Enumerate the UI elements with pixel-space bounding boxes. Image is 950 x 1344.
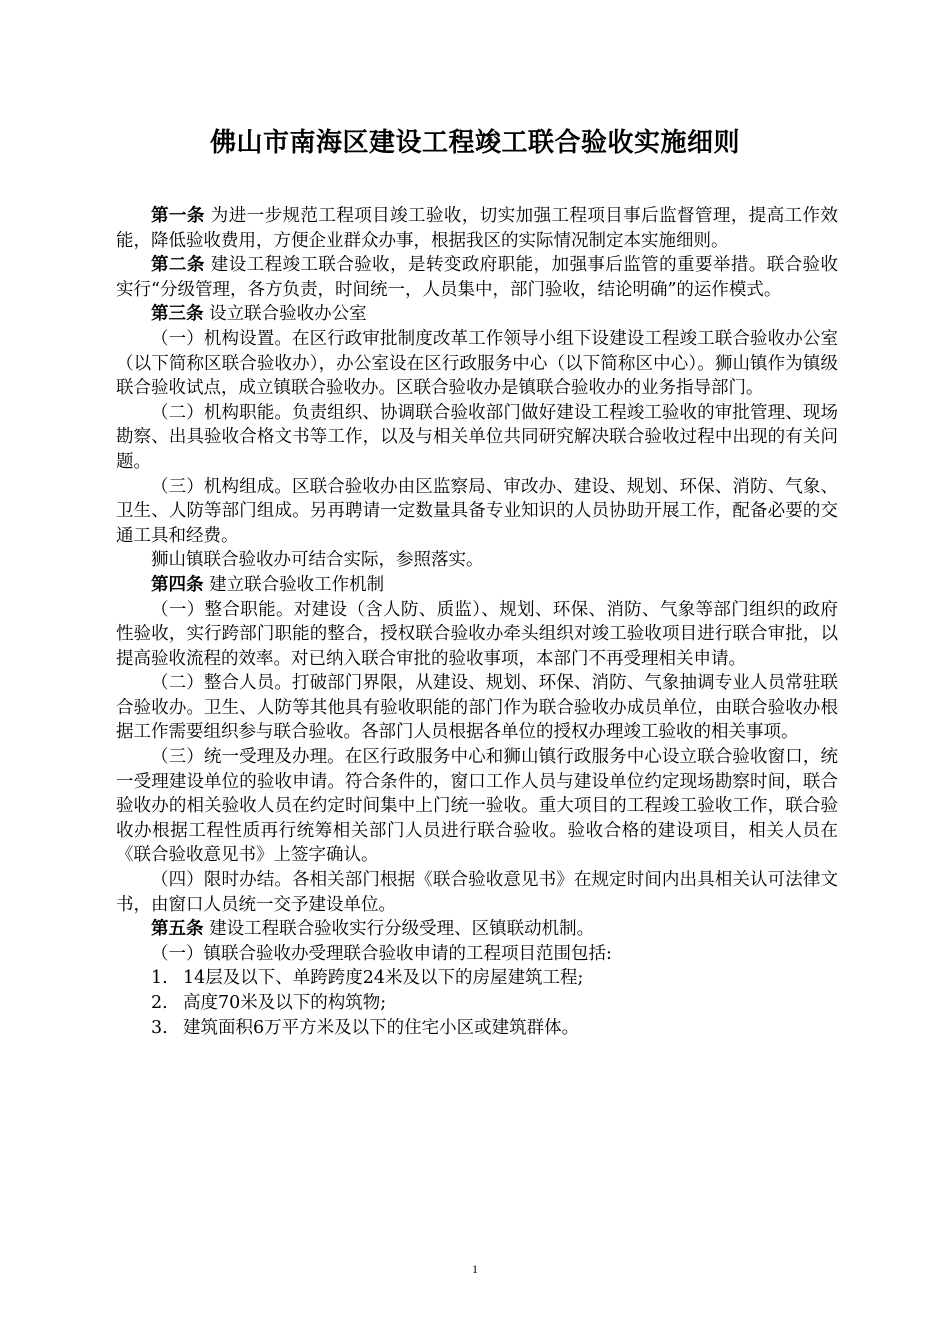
paragraph [116,745,838,868]
paragraph-article-3 [116,302,838,327]
paragraph-text: （一）整合职能。对建设（含人防、质监）、规划、环保、消防、气象等部门组织的政府性验收，实行跨部门职能的整合，授权联合验收办牵头组织对竣工验收项目进行联合审批，以提高验收流程的效率。对已纳入联合审批的验收事项，本部门不再受理相关申请。 [116,599,838,669]
paragraph-article-2 [116,253,838,302]
paragraph-text: （四）限时办结。各相关部门根据《联合验收意见书》在规定时间内出具相关认可法律文书，由窗口人员统一交予建设单位。 [116,870,838,915]
paragraph-text: 建设工程联合验收实行分级受理、区镇联动机制。 [209,919,595,940]
list-text: 建筑面积6万平方米及以下的住宅小区或建筑群体。 [183,1017,580,1038]
article-label: 第五条 [151,919,204,940]
article-label: 第一条 [151,206,205,226]
list-text: 高度70米及以下的构筑物; [183,993,387,1013]
paragraph [116,942,838,967]
paragraph [116,598,838,672]
article-label: 第三条 [151,304,204,325]
paragraph-text: 设立联合验收办公室 [209,304,367,325]
document-body [116,204,838,1040]
article-label: 第四条 [151,574,204,595]
paragraph-text: 为进一步规范工程项目竣工验收，切实加强工程项目事后监督管理，提高工作效能，降低验收费用，方便企业群众办事，根据我区的实际情况制定本实施细则。 [116,206,838,251]
paragraph-text: （一）镇联合验收办受理联合验收申请的工程项目范围包括: [151,943,612,964]
paragraph [116,475,838,549]
list-number: 1. [151,968,168,989]
paragraph-text: 狮山镇联合验收办可结合实际，参照落实。 [151,550,484,571]
paragraph [116,671,838,745]
list-number: 2. [151,993,168,1013]
paragraph [116,327,838,401]
paragraph [116,868,838,917]
paragraph-article-5 [116,917,838,942]
list-text: 14层及以下、单跨跨度24米及以下的房屋建筑工程; [183,968,584,989]
paragraph-article-1 [116,204,838,253]
list-number: 3. [151,1017,168,1038]
paragraph-text: 建设工程竣工联合验收，是转变政府职能，加强事后监管的重要举措。联合验收实行“分级管理，各方负责，时间统一，人员集中，部门验收，结论明确”的运作模式。 [116,255,838,300]
list-item [116,1016,838,1041]
page-number: 1 [472,1262,478,1276]
list-item [116,966,838,991]
paragraph-text: （二）机构职能。负责组织、协调联合验收部门做好建设工程竣工验收的审批管理、现场勘察、出具验收合格文书等工作，以及与相关单位共同研究解决联合验收过程中出现的有关问题。 [116,402,838,472]
paragraph-text: （三）机构组成。区联合验收办由区监察局、审改办、建设、规划、环保、消防、气象、卫生、人防等部门组成。另再聘请一定数量具备专业知识的人员协助开展工作，配备必要的交通工具和经费。 [116,476,838,546]
paragraph [116,548,838,573]
list-item [116,991,838,1016]
paragraph-text: 建立联合验收工作机制 [209,574,385,595]
paragraph-article-4 [116,573,838,598]
document-title: 佛山市南海区建设工程竣工联合验收实施细则 [209,128,740,158]
paragraph [116,401,838,475]
article-label: 第二条 [151,255,205,276]
paragraph-text: （三）统一受理及办理。在区行政服务中心和狮山镇行政服务中心设立联合验收窗口，统一受理建设单位的验收申请。符合条件的，窗口工作人员与建设单位约定现场勘察时间，联合验收办的相关验收人员在约定时间集中上门统一验收。重大项目的工程竣工验收工作，联合验收办根据工程性质再行统筹相关部门人员进行联合验收。验收合格的建设项目，相关人员在《联合验收意见书》上签字确认。 [116,747,838,866]
paragraph-text: （二）整合人员。打破部门界限，从建设、规划、环保、消防、气象抽调专业人员常驻联合验收办。卫生、人防等其他具有验收职能的部门作为联合验收办成员单位，由联合验收办根据工作需要组织参与联合验收。各部门人员根据各单位的授权办理竣工验收的相关事项。 [116,673,838,743]
paragraph-text: （一）机构设置。在区行政审批制度改革工作领导小组下设建设工程竣工联合验收办公室（以下简称区联合验收办），办公室设在区行政服务中心（以下简称区中心）。狮山镇作为镇级联合验收试点，成立镇联合验收办。区联合验收办是镇联合验收办的业务指导部门。 [116,328,838,399]
